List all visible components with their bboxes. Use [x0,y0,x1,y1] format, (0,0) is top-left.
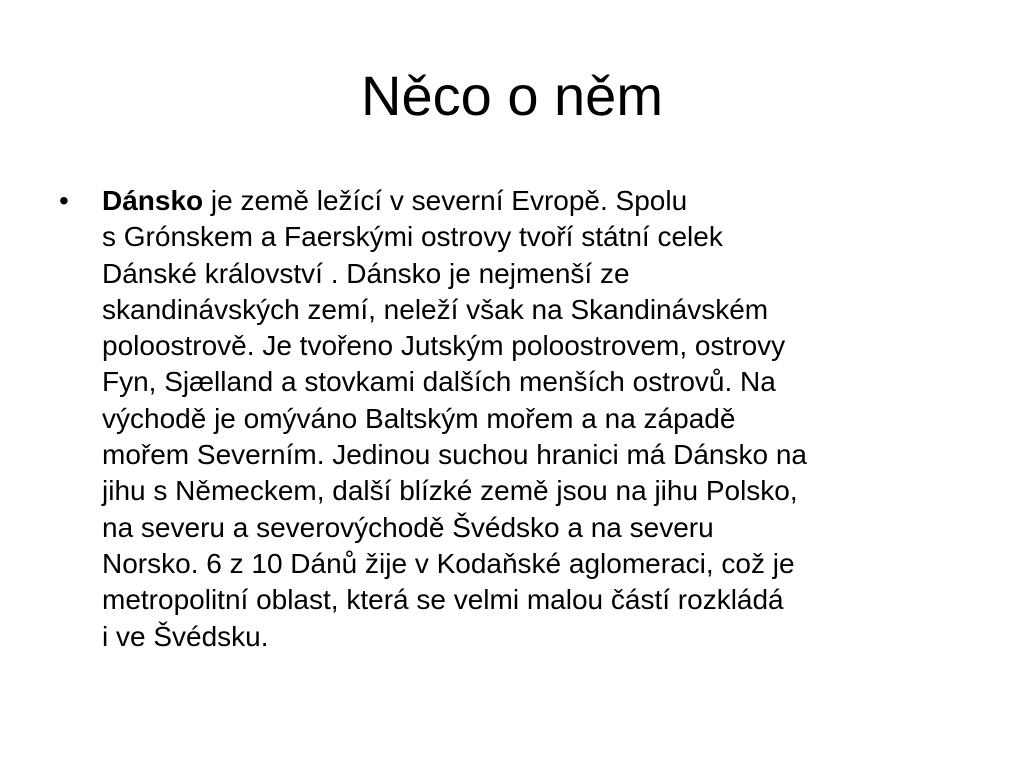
bullet-line-2: s Grónskem a Faerskými ostrovy tvoří státní celek [102,221,723,253]
bullet-line-3: Dánské království . Dánsko je nejmenší ze [102,257,630,289]
bullet-line-6: Fyn, Sjælland a stovkami dalších menších ostrovů. Na [102,366,776,398]
bold-lead-word: Dánsko [102,185,204,216]
bullet-line-1 [102,183,982,219]
bullet-list [52,183,982,655]
bullet-line-8: mořem Severním. Jedinou suchou hranici má Dánsko na [102,439,808,471]
bullet-line-10: na severu a severovýchodě Švédsko a na severu [102,511,714,543]
slide-title: Něco o něm [361,64,663,127]
bullet-line-7: východě je omýváno Baltským mořem a na západě [102,402,736,434]
bullet-line-4: skandinávských zemí, neleží však na Skandinávském [102,293,769,325]
bullet-marker: • [59,185,69,216]
bullet-line-9: jihu s Německem, další blízké země jsou na jihu Polsko, [102,475,798,507]
bullet-item [52,183,982,655]
bullet-line-12: metropolitní oblast, která se velmi malou částí rozkládá [102,584,784,616]
bullet-line-1-text: je země ležící v severní Evropě. Spolu [203,185,688,216]
bullet-line-5: poloostrově. Je tvořeno Jutským poloostrovem, ostrovy [102,330,786,362]
bullet-line-13: i ve Švédsku. [102,620,269,652]
bullet-line-11: Norsko. 6 z 10 Dánů žije v Kodaňské aglomeraci, což je [102,547,795,579]
